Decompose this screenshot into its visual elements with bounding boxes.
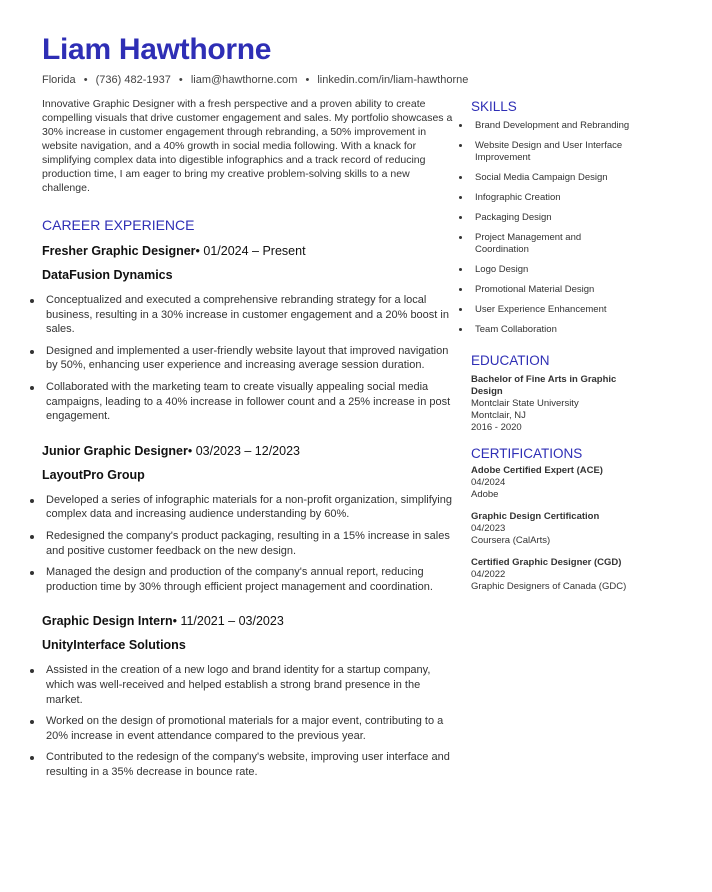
skill-item: Packaging Design bbox=[471, 212, 631, 224]
job-company: LayoutPro Group bbox=[42, 467, 145, 482]
skill-item: Logo Design bbox=[471, 264, 631, 276]
job-entry bbox=[42, 612, 454, 779]
certification-name: Adobe Certified Expert (ACE) bbox=[471, 465, 603, 476]
job-bullet-text: Managed the design and production of the company's annual report, reducing production time by 30% through efficient project management and coordination. bbox=[46, 566, 433, 593]
certification-entry bbox=[471, 557, 631, 593]
contact-separator: • bbox=[83, 74, 88, 86]
job-company: UnityInterface Solutions bbox=[42, 638, 186, 653]
job-dates: • 01/2024 – Present bbox=[195, 244, 306, 258]
certification-issuer: Coursera (CalArts) bbox=[471, 535, 551, 546]
job-bullet bbox=[46, 493, 454, 522]
job-bullet bbox=[46, 293, 454, 337]
certification-date: 04/2024 bbox=[471, 477, 506, 488]
candidate-name: Liam Hawthorne bbox=[42, 33, 272, 66]
certification-name: Certified Graphic Designer (CGD) bbox=[471, 557, 622, 568]
skill-item: Website Design and User Interface Improvement bbox=[471, 140, 631, 164]
skill-item: Project Management and Coordination bbox=[471, 232, 631, 256]
job-bullet bbox=[46, 565, 454, 594]
certification-entry bbox=[471, 465, 631, 501]
job-bullet bbox=[46, 529, 454, 558]
contact-linkedin: linkedin.com/in/liam-hawthorne bbox=[317, 74, 469, 86]
certification-issuer: Adobe bbox=[471, 489, 499, 500]
job-bullet-text: Worked on the design of promotional materials for a major event, contributing to a 20% increase in event attendance compared to the previous year. bbox=[46, 715, 444, 742]
certifications-section-title: CERTIFICATIONS bbox=[471, 446, 583, 461]
skill-item: Promotional Material Design bbox=[471, 284, 631, 296]
job-bullet bbox=[46, 750, 454, 779]
contact-separator: • bbox=[178, 74, 183, 86]
skill-item: Infographic Creation bbox=[471, 192, 631, 204]
job-dates: • 03/2023 – 12/2023 bbox=[187, 443, 300, 458]
job-bullet bbox=[46, 714, 454, 743]
main-column bbox=[42, 97, 454, 786]
job-bullet bbox=[46, 380, 454, 424]
contact-email: liam@hawthorne.com bbox=[190, 74, 298, 86]
education-entry bbox=[471, 374, 631, 434]
job-heading bbox=[42, 612, 454, 630]
job-bullet bbox=[46, 663, 454, 707]
job-heading bbox=[42, 242, 454, 260]
profile-summary: Innovative Graphic Designer with a fresh perspective and a proven ability to create compelling visuals that drive customer engagement and sales. My portfolio showcases a 30% increase in customer engagement through rebranding, a 50% improvement in website navigation, and a 40% growth in social media following. With a knack for simplifying complex data into digestible infographics and a track record of reducing production time, I am eager to bring my creative problem-solving skills to a new challenge. bbox=[42, 98, 453, 194]
education-location: Montclair, NJ bbox=[471, 410, 526, 421]
job-bullets bbox=[42, 663, 454, 779]
contact-line bbox=[42, 74, 468, 86]
job-bullet-text: Redesigned the company's product packaging, resulting in a 15% increase in sales and positive customer feedback on the new design. bbox=[46, 529, 450, 557]
skill-item: User Experience Enhancement bbox=[471, 304, 631, 316]
job-bullet-text: Conceptualized and executed a comprehensive rebranding strategy for a local business, resulting in a 30% increase in customer engagement and a 20% boost in sales. bbox=[46, 294, 449, 336]
job-entry bbox=[42, 442, 454, 595]
certification-date: 04/2022 bbox=[471, 569, 506, 580]
education-section-title: EDUCATION bbox=[471, 353, 550, 368]
side-column bbox=[471, 98, 631, 593]
skills-list bbox=[471, 120, 631, 336]
education-school: Montclair State University bbox=[471, 398, 579, 409]
job-bullet-text: Collaborated with the marketing team to create visually appealing social media campaigns, leading to a 40% increase in follower count and a 25% increase in post engagement. bbox=[46, 380, 451, 423]
job-bullet bbox=[46, 344, 454, 373]
contact-separator: • bbox=[305, 74, 310, 86]
job-role: Fresher Graphic Designer bbox=[42, 244, 196, 258]
skill-item: Social Media Campaign Design bbox=[471, 172, 631, 184]
job-role: Graphic Design Intern bbox=[42, 614, 173, 629]
certification-entry bbox=[471, 511, 631, 547]
job-entry bbox=[42, 242, 454, 424]
certification-name: Graphic Design Certification bbox=[471, 511, 600, 522]
certification-issuer: Graphic Designers of Canada (GDC) bbox=[471, 581, 627, 592]
job-bullet-text: Assisted in the creation of a new logo and brand identity for a startup company, which was well-received and helped establish a strong brand presence in the market. bbox=[46, 664, 431, 706]
job-bullet-text: Developed a series of infographic materials for a non-profit organization, simplifying complex data and increasing audience understanding by 60%. bbox=[46, 493, 452, 521]
skill-item: Brand Development and Rebranding bbox=[471, 120, 631, 132]
job-role: Junior Graphic Designer bbox=[42, 443, 188, 458]
job-dates: • 11/2021 – 03/2023 bbox=[172, 614, 284, 629]
job-company: DataFusion Dynamics bbox=[42, 268, 173, 282]
job-bullets bbox=[42, 493, 454, 595]
experience-section-title: CAREER EXPERIENCE bbox=[42, 217, 195, 233]
job-bullets bbox=[42, 293, 454, 424]
job-bullet-text: Contributed to the redesign of the company's website, improving user interface and resulting in a 35% decrease in bounce rate. bbox=[46, 751, 450, 778]
education-dates: 2016 - 2020 bbox=[471, 422, 522, 433]
contact-phone: (736) 482-1937 bbox=[95, 74, 171, 86]
skills-section-title: SKILLS bbox=[471, 99, 517, 114]
certification-date: 04/2023 bbox=[471, 523, 506, 534]
job-heading bbox=[42, 442, 454, 460]
skill-item: Team Collaboration bbox=[471, 324, 631, 336]
education-degree: Bachelor of Fine Arts in Graphic Design bbox=[471, 374, 617, 397]
contact-location: Florida bbox=[42, 74, 76, 86]
job-bullet-text: Designed and implemented a user-friendly website layout that improved navigation by 50%, enhancing user experience and increasing average session duration. bbox=[46, 344, 449, 372]
